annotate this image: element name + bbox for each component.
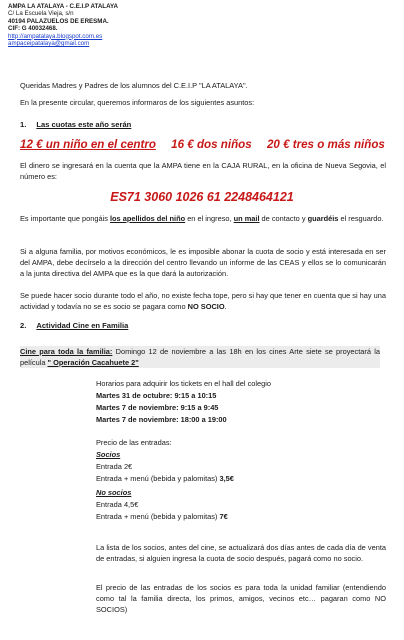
text: Domingo 12 de noviembre a las 18h en los cines Arte siete se proyectará la película — [20, 347, 380, 367]
header-line: CIF: G 40032468. — [8, 25, 58, 33]
important-note — [20, 213, 386, 224]
header-line: C/ La Escuela Vieja, s/n — [8, 10, 74, 18]
letterhead — [8, 3, 118, 47]
section-number: 2. — [20, 321, 27, 330]
mail-emph: un mail — [233, 214, 260, 223]
cine-paragraph — [20, 346, 380, 368]
family-note: El precio de las entradas de los socios es para toda la unidad familiar (entendiendo como tal la familia directa, los primos, amigos, vecinos etc… pagaran como NO SOCIOS) — [96, 583, 386, 614]
socios-label: Socios — [96, 450, 121, 459]
section-title: Actividad Cine en Familia — [36, 321, 129, 330]
text: Entrada + menú (bebida y palomitas) — [96, 512, 220, 521]
header-line: AMPA LA ATALAYA - C.E.I.P ATALAYA — [8, 3, 119, 10]
socio-entry — [96, 461, 386, 472]
nosocio-entry: Entrada 4,5€ — [96, 500, 139, 509]
section-title: Las cuotas este año serán — [36, 120, 132, 129]
intro: En la presente circular, queremos informaros de los siguientes asuntos: — [20, 98, 255, 107]
price: 7€ — [219, 512, 228, 521]
fee-three: 20 € tres o más niños — [266, 138, 385, 151]
cine-lead: Cine para toda la familia: — [20, 347, 113, 356]
schedule-title: Horarios para adquirir los tickets en el hall del colegio — [96, 379, 272, 388]
text: Entrada + menú (bebida y palomitas) — [96, 474, 220, 483]
header-line: 40194 PALAZUELOS DE ERESMA. — [8, 17, 109, 25]
keep-emph: guardéis — [307, 214, 339, 223]
greeting: Queridas Madres y Padres de los alumnos del C.E.I.P "LA ATALAYA". — [20, 81, 248, 90]
section-1-heading — [20, 120, 131, 129]
price: 3,5€ — [219, 474, 234, 483]
economic-note: Si a alguna familia, por motivos económicos, le es imposible abonar la cuota de socio y está interesada en ser del AMPA, debe decírselo a la dirección del centro llevando un informe de las CEAS y ellos se lo comunicarán a la junta directiva del AMPA que es la que dará la autorización. — [20, 247, 386, 278]
text: el resguardo. — [338, 214, 384, 223]
surnames-emph: los apellidos del niño — [109, 214, 186, 223]
schedule-row: Martes 31 de octubre: 9:15 a 10:15 — [96, 391, 217, 400]
section-number: 1. — [20, 120, 27, 129]
nosocio-menu — [96, 511, 386, 522]
list-note: La lista de los socios, antes del cine, se actualizará dos días antes de cada día de venta de entradas, si alguien ingresa la cuota de socio después, pagará como no socio. — [96, 543, 386, 563]
no-socio-emph: NO SOCIO — [187, 302, 225, 311]
text: en el ingreso, — [185, 214, 234, 223]
text: Se puede hacer socio durante todo el año, no existe fecha tope, pero si hay que tener en cuenta que si hay una actividad y todavía no se es socio se pagara como — [20, 291, 386, 311]
socio-menu — [96, 473, 386, 484]
fee-one: 12 € un niño en el centro — [20, 138, 156, 151]
fees-line — [20, 138, 390, 151]
text: . — [224, 302, 227, 311]
account-number: ES71 3060 1026 61 2248464121 — [110, 190, 294, 204]
section-2-heading — [20, 321, 128, 330]
no-socios-label: No socios — [96, 488, 132, 497]
schedule-row: Martes 7 de noviembre: 9:15 a 9:45 — [96, 403, 219, 412]
bank-text: El dinero se ingresará en la cuenta que la AMPA tiene en la CAJA RURAL, en la oficina de Nueva Segovia, el número es: — [20, 161, 386, 181]
prices-title: Precio de las entradas: — [96, 438, 172, 447]
text: de contacto y — [259, 214, 308, 223]
email-link[interactable]: ampaceipatalaya@gmail.com — [8, 40, 90, 48]
fee-two: 16 € dos niños — [171, 138, 252, 151]
film-title: " Operación Cacahuete 2" — [47, 358, 139, 367]
anytime-note — [20, 290, 386, 312]
text: Es importante que pongáis — [20, 214, 110, 223]
blog-link[interactable]: http://ampatalaya.blogspot.com.es — [8, 32, 103, 40]
text: Entrada 2€ — [96, 462, 133, 471]
schedule-row: Martes 7 de noviembre: 18:00 a 19:00 — [96, 415, 227, 424]
